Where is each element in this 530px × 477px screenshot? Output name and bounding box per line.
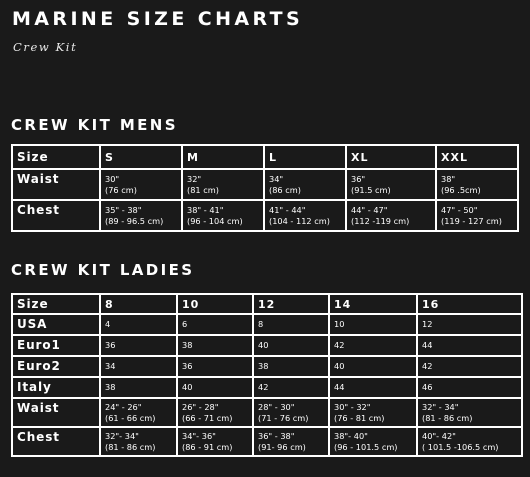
row-label: Waist (12, 398, 100, 427)
measurement-inches: 34"- 36" (182, 430, 216, 441)
measurement-cell (436, 200, 518, 231)
measurement-cell (253, 427, 329, 456)
measurement-inches: 38" (441, 173, 456, 184)
measurement-cell (177, 398, 253, 427)
measurement-cell (100, 169, 182, 200)
measurement-cell (253, 356, 329, 377)
measurement-cm: (91- 96 cm) (258, 441, 306, 452)
size-column-header: XXL (436, 145, 518, 169)
measurement-inches: 36 (182, 361, 193, 371)
measurement-cell (329, 356, 417, 377)
measurement-cell (264, 169, 346, 200)
section-title-mens: CREW KIT MENS (11, 116, 178, 134)
size-column-header: 12 (253, 294, 329, 314)
measurement-inches: 40 (258, 340, 269, 350)
mens-size-table (11, 144, 519, 232)
measurement-cell (182, 169, 264, 200)
measurement-inches: 12 (422, 319, 433, 329)
page-title: MARINE SIZE CHARTS (12, 8, 304, 30)
measurement-inches: 42 (258, 382, 269, 392)
measurement-cm: (81 - 86 cm) (422, 412, 473, 423)
measurement-cell (417, 377, 522, 398)
measurement-cm: ( 101.5 -106.5 cm) (422, 441, 499, 452)
table-row (12, 398, 522, 427)
section-title-ladies: CREW KIT LADIES (11, 261, 195, 279)
measurement-cell (346, 169, 436, 200)
measurement-inches: 26" - 28" (182, 401, 219, 412)
row-label: Euro2 (12, 356, 100, 377)
measurement-inches: 36 (105, 340, 116, 350)
measurement-cell (177, 356, 253, 377)
measurement-inches: 40"- 42" (422, 430, 456, 441)
measurement-inches: 40 (334, 361, 345, 371)
measurement-cm: (81 cm) (187, 184, 219, 195)
measurement-inches: 28" - 30" (258, 401, 295, 412)
table-row (12, 427, 522, 456)
measurement-cell (417, 335, 522, 356)
measurement-inches: 40 (182, 382, 193, 392)
measurement-inches: 8 (258, 319, 264, 329)
measurement-cell (253, 377, 329, 398)
measurement-inches: 44" - 47" (351, 204, 388, 215)
measurement-inches: 34 (105, 361, 116, 371)
measurement-inches: 34" (269, 173, 284, 184)
table-row (12, 335, 522, 356)
row-label: USA (12, 314, 100, 335)
measurement-cell (264, 200, 346, 231)
measurement-cell (417, 398, 522, 427)
row-label: Chest (12, 200, 100, 231)
measurement-cm: (91.5 cm) (351, 184, 391, 195)
measurement-inches: 38 (105, 382, 116, 392)
measurement-cell (177, 335, 253, 356)
measurement-cm: (96 - 101.5 cm) (334, 441, 398, 452)
measurement-cell (417, 356, 522, 377)
measurement-cell (177, 314, 253, 335)
measurement-inches: 30" - 32" (334, 401, 371, 412)
size-column-header: S (100, 145, 182, 169)
measurement-cell (177, 377, 253, 398)
measurement-cell (100, 427, 177, 456)
table-row (12, 200, 518, 231)
measurement-inches: 42 (422, 361, 433, 371)
row-label: Waist (12, 169, 100, 200)
table-row (12, 314, 522, 335)
measurement-cell (253, 314, 329, 335)
measurement-cm: (71 - 76 cm) (258, 412, 309, 423)
measurement-cell (100, 314, 177, 335)
size-column-header: 14 (329, 294, 417, 314)
measurement-cell (329, 427, 417, 456)
measurement-inches: 35" - 38" (105, 204, 142, 215)
size-header-label: Size (12, 294, 100, 314)
size-column-header: 10 (177, 294, 253, 314)
measurement-cell (100, 200, 182, 231)
measurement-cm: (86 - 91 cm) (182, 441, 233, 452)
table-row (12, 356, 522, 377)
size-column-header: 8 (100, 294, 177, 314)
measurement-inches: 38" - 41" (187, 204, 224, 215)
size-column-header: L (264, 145, 346, 169)
measurement-cm: (76 - 81 cm) (334, 412, 385, 423)
measurement-inches: 36" (351, 173, 366, 184)
row-label: Euro1 (12, 335, 100, 356)
measurement-inches: 6 (182, 319, 188, 329)
table-header-row (12, 145, 518, 169)
measurement-inches: 32" - 34" (422, 401, 459, 412)
measurement-inches: 46 (422, 382, 433, 392)
measurement-cm: (119 - 127 cm) (441, 215, 502, 226)
measurement-inches: 44 (334, 382, 345, 392)
measurement-cm: (66 - 71 cm) (182, 412, 233, 423)
measurement-cm: (89 - 96.5 cm) (105, 215, 164, 226)
measurement-inches: 30" (105, 173, 120, 184)
measurement-cell (417, 427, 522, 456)
measurement-inches: 47" - 50" (441, 204, 478, 215)
measurement-cell (329, 335, 417, 356)
measurement-cell (100, 356, 177, 377)
measurement-cell (329, 314, 417, 335)
measurement-inches: 44 (422, 340, 433, 350)
measurement-cm: (86 cm) (269, 184, 301, 195)
measurement-cm: (96 - 104 cm) (187, 215, 243, 226)
measurement-inches: 38"- 40" (334, 430, 368, 441)
measurement-inches: 41" - 44" (269, 204, 306, 215)
table-header-row (12, 294, 522, 314)
measurement-cm: (112 -119 cm) (351, 215, 410, 226)
size-column-header: XL (346, 145, 436, 169)
measurement-inches: 38 (182, 340, 193, 350)
measurement-cell (253, 398, 329, 427)
measurement-cell (329, 398, 417, 427)
measurement-cell (253, 335, 329, 356)
measurement-cm: (76 cm) (105, 184, 137, 195)
measurement-cm: (61 - 66 cm) (105, 412, 156, 423)
ladies-size-table (11, 293, 523, 457)
measurement-inches: 32"- 34" (105, 430, 139, 441)
size-header-label: Size (12, 145, 100, 169)
measurement-cm: (81 - 86 cm) (105, 441, 156, 452)
measurement-cell (177, 427, 253, 456)
measurement-cell (182, 200, 264, 231)
measurement-inches: 24" - 26" (105, 401, 142, 412)
measurement-cell (346, 200, 436, 231)
measurement-cell (436, 169, 518, 200)
size-column-header: M (182, 145, 264, 169)
measurement-inches: 42 (334, 340, 345, 350)
measurement-inches: 4 (105, 319, 111, 329)
measurement-cm: (104 - 112 cm) (269, 215, 330, 226)
measurement-cell (417, 314, 522, 335)
page-subtitle: Crew Kit (13, 40, 78, 54)
row-label: Chest (12, 427, 100, 456)
table-row (12, 169, 518, 200)
measurement-inches: 32" (187, 173, 202, 184)
measurement-cell (100, 377, 177, 398)
measurement-cm: (96 .5cm) (441, 184, 481, 195)
size-column-header: 16 (417, 294, 522, 314)
row-label: Italy (12, 377, 100, 398)
ladies-table-body (12, 294, 522, 456)
measurement-cell (329, 377, 417, 398)
measurement-cell (100, 398, 177, 427)
measurement-inches: 10 (334, 319, 345, 329)
measurement-inches: 38 (258, 361, 269, 371)
mens-table-body (12, 145, 518, 231)
measurement-inches: 36" - 38" (258, 430, 295, 441)
table-row (12, 377, 522, 398)
measurement-cell (100, 335, 177, 356)
